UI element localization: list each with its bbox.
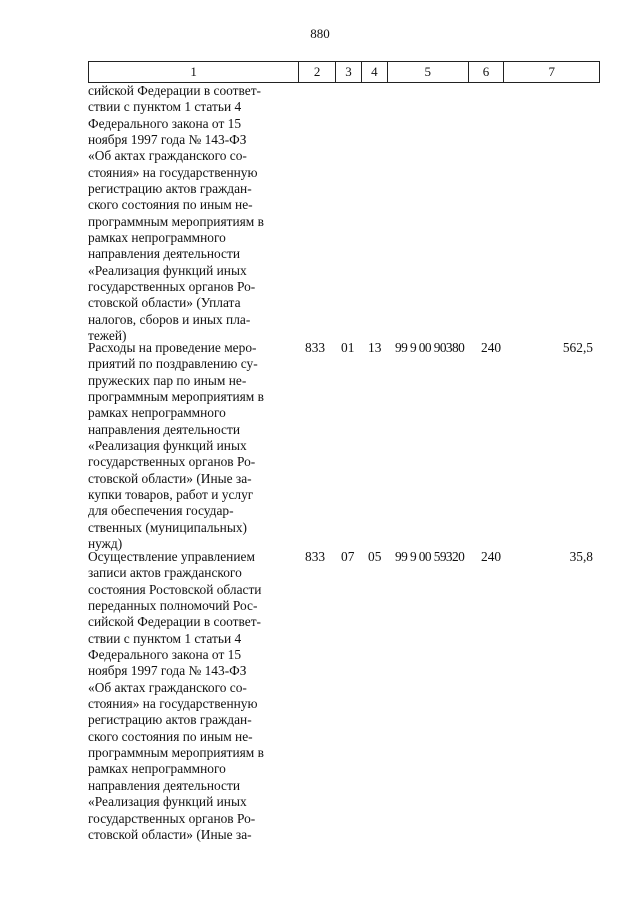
table-header-row xyxy=(88,61,600,83)
column-header-7: 7 xyxy=(548,64,555,79)
column-header-3: 3 xyxy=(336,62,362,82)
row-ministry-code: 833 xyxy=(305,549,326,564)
row-amount: 35,8 xyxy=(569,549,593,564)
row-subsection-code: 13 xyxy=(368,340,382,355)
row-section-code: 07 xyxy=(341,549,355,564)
row-description: Осуществление управлением записи актов гражданского состояния Ростовской области переданных полномочий Рос- сийской Федерации в соответ- ствии с пунктом 1 статьи 4 Федерального закона от 15 ноября 1997 года № 143-ФЗ «Об актах гражданского со- стояния» на государственную регистрацию актов граждан- ского состояния по иным не- программным мероприятиям в рамках непрограммного направления деятельности «Реализация функций иных государственных органов Ро- стовской области» (Иные за- xyxy=(88,549,264,842)
row-description: сийской Федерации в соответ- ствии с пунктом 1 статьи 4 Федерального закона от 15 ноября 1997 года № 143-ФЗ «Об актах гражданского со- стояния» на государственную регистрацию актов граждан- ского состояния по иным не- программным мероприятиям в рамках непрограммного направления деятельности «Реализация функций иных государственных органов Ро- стовской области» (Уплата налогов, сборов и иных пла- тежей) xyxy=(88,83,264,344)
column-header-6: 6 xyxy=(469,62,505,82)
column-header-2: 2 xyxy=(299,62,336,82)
row-expense-type: 240 xyxy=(481,549,502,564)
row-expense-type: 240 xyxy=(481,340,502,355)
column-header-1: 1 xyxy=(89,62,299,82)
row-amount: 562,5 xyxy=(562,340,593,355)
column-header-4: 4 xyxy=(362,62,388,82)
row-subsection-code: 05 xyxy=(368,549,382,564)
row-section-code: 01 xyxy=(341,340,355,355)
row-ministry-code: 833 xyxy=(305,340,326,355)
row-target-code: 99 9 00 59320 xyxy=(395,549,465,564)
row-description: Расходы на проведение меро- приятий по поздравлению су- пружеских пар по иным не- программным мероприятиям в рамках непрограммного направления деятельности «Реализация функций иных государственных органов Ро- стовской области» (Иные за- купки товаров, работ и услуг для обеспечения государ- ственных (муниципальных) нужд) xyxy=(88,340,264,552)
page-number: 880 xyxy=(310,26,330,41)
column-header-5: 5 xyxy=(388,62,469,82)
row-target-code: 99 9 00 90380 xyxy=(395,340,465,355)
